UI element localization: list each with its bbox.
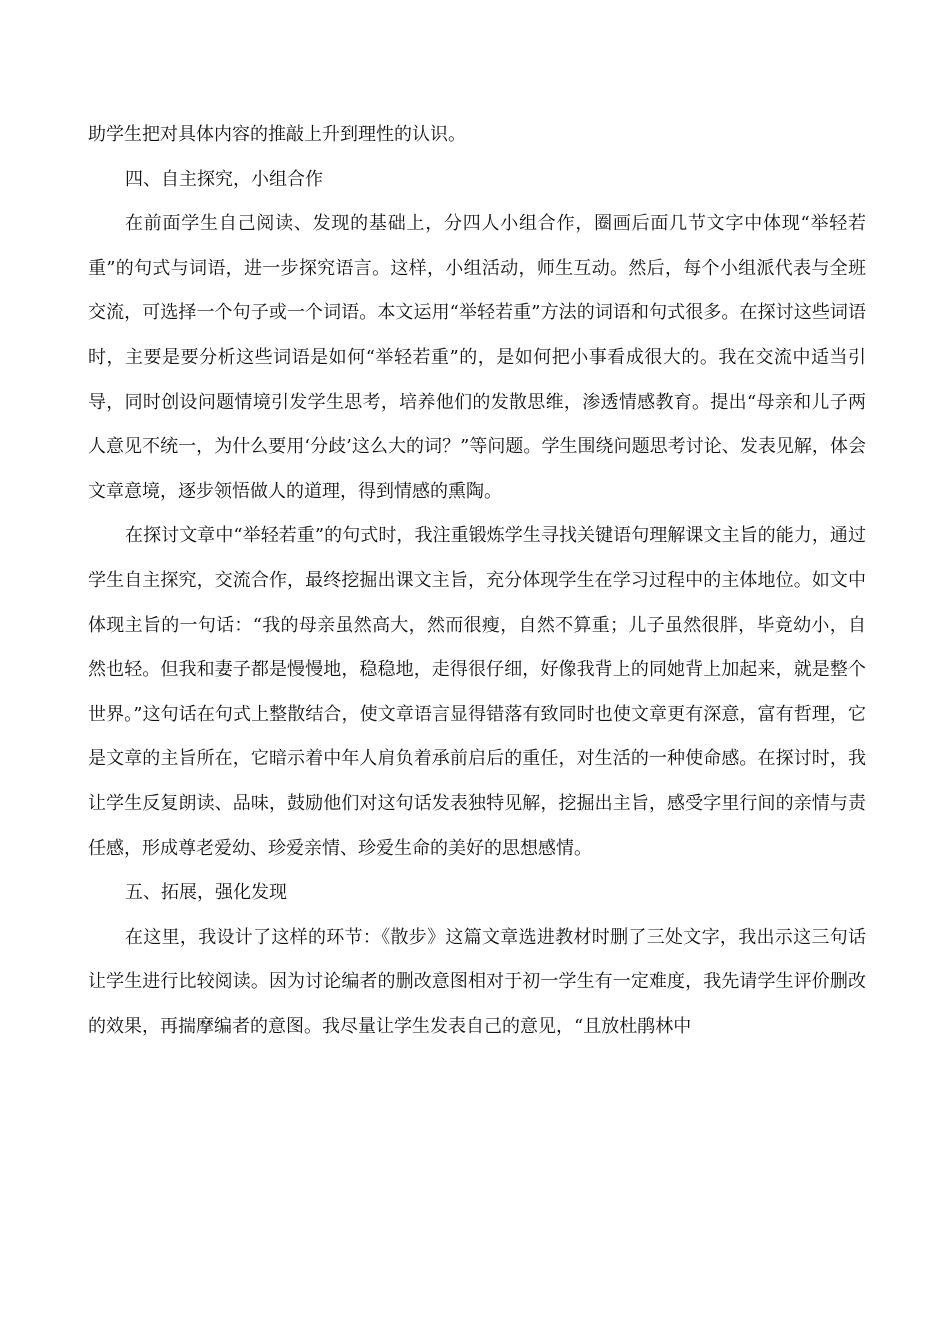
section-heading-4: 四、自主探究，小组合作: [125, 168, 323, 190]
paragraph-continuation: 助学生把对具体内容的推敲上升到理性的认识。: [88, 124, 466, 145]
paragraph: 在探讨文章中“举轻若重”的句式时，我注重锻炼学生寻找关键语句理解课文主旨的能力，通过学生自主探究，交流合作，最终挖掘出课文主旨，充分体现学生在学习过程中的主体地位。如文中体现主旨的一句话：“我的母亲虽然高大，然而很瘦，自然不算重；儿子虽然很胖，毕竟幼小，自然也轻。但我和妻子都是慢慢地，稳稳地，走得很仔细，好像我背上的同她背上加起来，就是整个世界。”这句话在句式上整散结合，使文章语言显得错落有致同时也使文章更有深意，富有哲理，它是文章的主旨所在，它暗示着中年人肩负着承前启后的重任，对生活的一种使命感。在探讨时，我让学生反复朗读、品味，鼓励他们对这句话发表独特见解，挖掘出主旨，感受字里行间的亲情与责任感，形成尊老爱幼、珍爱亲情、珍爱生命的美好的思想感情。: [88, 525, 866, 859]
paragraph: 在这里，我设计了这样的环节：《散步》这篇文章选进教材时删了三处文字，我出示这三句话让学生进行比较阅读。因为讨论编者的删改意图相对于初一学生有一定难度，我先请学生评价删改的效果，再揣摩编者的意图。我尽量让学生发表自己的意见，“且放杜鹃林中: [88, 926, 866, 1037]
section-heading-5: 五、拓展，强化发现: [125, 882, 287, 904]
document-page: [88, 113, 866, 1049]
paragraph: 在前面学生自己阅读、发现的基础上，分四人小组合作，圈画后面几节文字中体现“举轻若重”的句式与词语，进一步探究语言。这样，小组活动，师生互动。然后，每个小组派代表与全班交流，可选择一个句子或一个词语。本文运用“举轻若重”方法的词语和句式很多。在探讨这些词语时，主要是要分析这些词语是如何“举轻若重”的，是如何把小事看成很大的。我在交流中适当引导，同时创设问题情境引发学生思考，培养他们的发散思维，渗透情感教育。提出“母亲和儿子两人意见不统一，为什么要用‘分歧’这么大的词？”等问题。学生围绕问题思考讨论、发表见解，体会文章意境，逐步领悟做人的道理，得到情感的熏陶。: [88, 213, 866, 502]
